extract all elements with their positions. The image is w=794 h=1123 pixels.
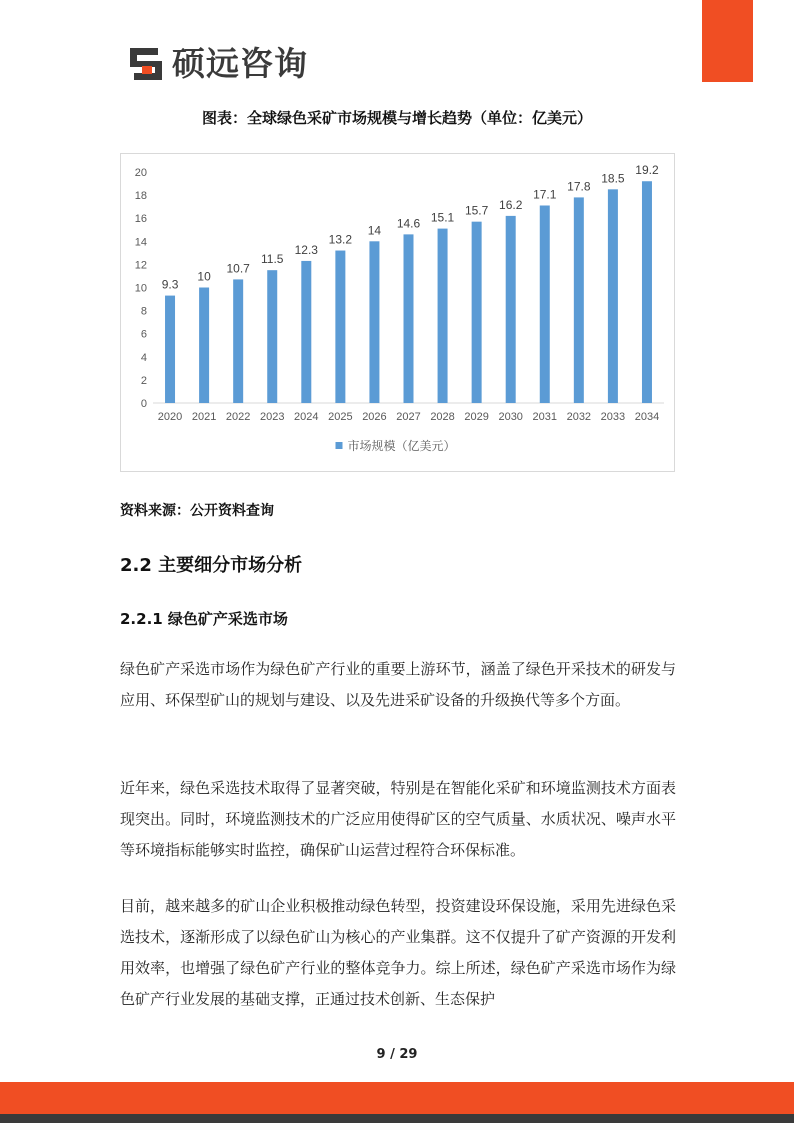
data-label: 18.5 <box>601 171 625 186</box>
x-tick-label: 2033 <box>600 411 626 423</box>
data-label: 15.1 <box>430 210 455 225</box>
y-tick-label: 16 <box>134 213 147 226</box>
bar <box>506 216 516 403</box>
data-label: 12.3 <box>294 242 318 257</box>
data-source-note: 资料来源：公开资料查询 <box>120 503 274 519</box>
data-label: 19.2 <box>635 163 659 178</box>
x-tick-label: 2028 <box>430 411 455 423</box>
data-label: 17.8 <box>567 179 591 194</box>
y-tick-label: 12 <box>134 259 147 272</box>
page-number: 9 / 29 <box>376 1047 418 1062</box>
bar <box>369 241 379 403</box>
x-tick-label: 2029 <box>464 411 489 423</box>
x-tick-label: 2020 <box>157 411 183 423</box>
y-tick-label: 10 <box>134 282 147 295</box>
brand-logo <box>128 44 308 84</box>
y-tick-label: 14 <box>134 236 147 249</box>
y-tick-label: 6 <box>140 328 147 341</box>
bar <box>574 197 584 403</box>
x-tick-label: 2027 <box>396 411 421 423</box>
y-tick-label: 20 <box>134 167 147 179</box>
x-tick-label: 2026 <box>362 411 387 423</box>
footer-accent-bar <box>0 1082 794 1114</box>
body-paragraph: 近年来，绿色采选技术取得了显著突破，特别是在智能化采矿和环境监测技术方面表现突出。同时，环境监测技术的广泛应用使得矿区的空气质量、水质状况、噪声水平等环境指标能够实时监控，确保矿山运营过程符合环保标准。 <box>120 779 676 859</box>
bar <box>540 205 550 403</box>
data-label: 15.7 <box>464 203 489 218</box>
x-tick-label: 2022 <box>225 411 251 423</box>
bar <box>165 296 175 403</box>
bar <box>267 270 277 403</box>
bar <box>642 181 652 403</box>
bar-chart-svg <box>121 154 674 471</box>
bar <box>438 229 448 403</box>
x-tick-label: 2025 <box>328 411 353 423</box>
bar <box>335 251 345 403</box>
x-tick-label: 2032 <box>566 411 592 423</box>
bar <box>404 234 414 403</box>
subsection-heading: 2.2.1 绿色矿产采选市场 <box>120 610 288 628</box>
bar <box>301 261 311 403</box>
data-label: 14.6 <box>396 216 421 231</box>
x-tick-label: 2023 <box>259 411 285 423</box>
data-label: 13.2 <box>328 232 353 247</box>
bar <box>608 189 618 403</box>
data-label: 10.7 <box>226 261 250 276</box>
x-tick-label: 2021 <box>191 411 217 423</box>
bar <box>233 279 243 403</box>
brand-name: 硕远咨询 <box>172 44 308 83</box>
data-label: 14 <box>367 223 382 238</box>
figure-caption: 图表：全球绿色采矿市场规模与增长趋势（单位：亿美元） <box>201 109 592 127</box>
data-label: 9.3 <box>161 277 179 292</box>
y-tick-label: 2 <box>140 374 147 387</box>
section-heading: 2.2 主要细分市场分析 <box>120 555 303 576</box>
data-label: 17.1 <box>533 187 557 202</box>
footer-dark-strip <box>0 1114 794 1123</box>
data-label: 10 <box>197 269 211 284</box>
y-tick-label: 18 <box>134 190 147 203</box>
x-tick-label: 2034 <box>634 411 660 423</box>
corner-accent-block <box>702 0 753 82</box>
legend-swatch <box>336 442 343 449</box>
body-paragraph: 绿色矿产采选市场作为绿色矿产行业的重要上游环节，涵盖了绿色开采技术的研发与应用、环保型矿山的规划与建设、以及先进采矿设备的升级换代等多个方面。 <box>120 660 676 709</box>
y-tick-label: 4 <box>140 351 147 364</box>
bar <box>199 288 209 404</box>
data-label: 16.2 <box>499 197 523 212</box>
x-tick-label: 2030 <box>498 411 523 423</box>
y-tick-label: 8 <box>140 305 147 318</box>
bar <box>472 222 482 403</box>
data-label: 11.5 <box>260 252 284 267</box>
x-tick-label: 2024 <box>294 411 319 423</box>
brand-s-mark-icon <box>128 46 164 82</box>
legend-label: 市场规模（亿美元） <box>347 439 456 453</box>
body-paragraph: 目前，越来越多的矿山企业积极推动绿色转型，投资建设环保设施，采用先进绿色采选技术，逐渐形成了以绿色矿山为核心的产业集群。这不仅提升了矿产资源的开发利用效率，也增强了绿色矿产行业的整体竞争力。综上所述，绿色矿产采选市场作为绿色矿产行业发展的基础支撑，正通过技术创新、生态保护 <box>120 897 676 1008</box>
y-tick-label: 0 <box>140 398 147 410</box>
market-size-chart <box>120 153 675 472</box>
x-tick-label: 2031 <box>532 411 558 423</box>
